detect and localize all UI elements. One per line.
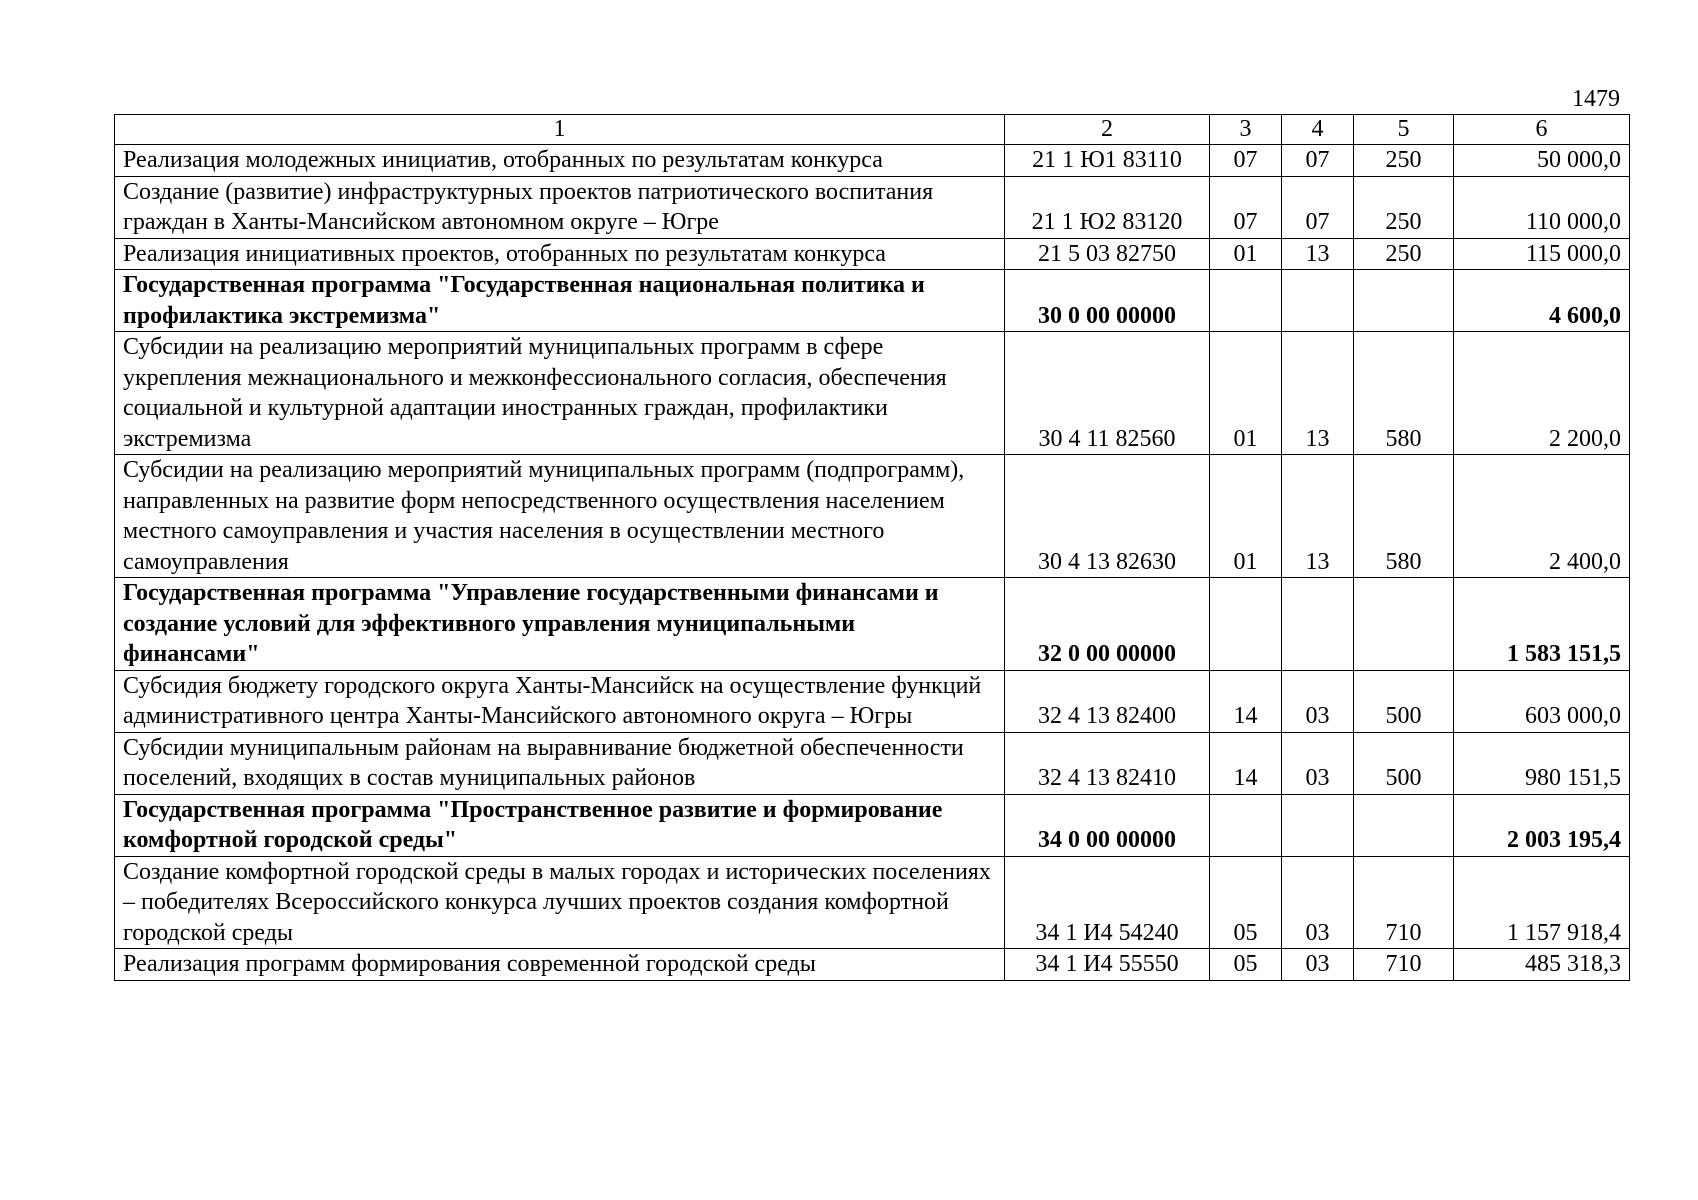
expense-type-cell	[1354, 270, 1454, 332]
column-header: 4	[1282, 115, 1354, 145]
subsection-cell: 07	[1282, 176, 1354, 238]
amount-cell: 4 600,0	[1454, 270, 1630, 332]
table-row	[115, 949, 1630, 981]
expense-type-cell: 710	[1354, 856, 1454, 949]
target-code-cell: 30 4 13 82630	[1005, 455, 1210, 578]
target-code-cell: 34 1 И4 55550	[1005, 949, 1210, 981]
subsection-cell: 13	[1282, 238, 1354, 270]
row-name-cell: Реализация молодежных инициатив, отобранных по результатам конкурса	[115, 145, 1005, 177]
subsection-cell: 03	[1282, 732, 1354, 794]
row-name-cell: Субсидии на реализацию мероприятий муниципальных программ в сфере укрепления межнационального и межконфессионального согласия, обеспечения социальной и культурной адаптации иностранных граждан, профилактики экстремизма	[115, 332, 1005, 455]
program-row	[115, 270, 1630, 332]
row-name-cell: Субсидии на реализацию мероприятий муниципальных программ (подпрограмм), направленных на развитие форм непосредственного осуществления населением местного самоуправления и участия населения в осуществлении местного самоуправления	[115, 455, 1005, 578]
subsection-cell	[1282, 794, 1354, 856]
table-body	[115, 145, 1630, 981]
expense-type-cell: 250	[1354, 238, 1454, 270]
table-row	[115, 332, 1630, 455]
subsection-cell: 13	[1282, 455, 1354, 578]
row-name-cell: Субсидии муниципальным районам на выравнивание бюджетной обеспеченности поселений, входящих в состав муниципальных районов	[115, 732, 1005, 794]
table-row	[115, 670, 1630, 732]
expense-type-cell: 710	[1354, 949, 1454, 981]
section-cell	[1210, 578, 1282, 671]
row-name-cell: Создание (развитие) инфраструктурных проектов патриотического воспитания граждан в Ханты-Мансийском автономном округе – Югре	[115, 176, 1005, 238]
subsection-cell: 13	[1282, 332, 1354, 455]
amount-cell: 2 200,0	[1454, 332, 1630, 455]
table-row	[115, 856, 1630, 949]
expense-type-cell: 580	[1354, 455, 1454, 578]
program-row	[115, 578, 1630, 671]
table-row	[115, 176, 1630, 238]
section-cell	[1210, 270, 1282, 332]
column-header: 3	[1210, 115, 1282, 145]
expense-type-cell	[1354, 578, 1454, 671]
section-cell: 01	[1210, 455, 1282, 578]
expense-type-cell: 250	[1354, 176, 1454, 238]
section-cell	[1210, 794, 1282, 856]
amount-cell: 2 003 195,4	[1454, 794, 1630, 856]
page-number: 1479	[1572, 86, 1620, 112]
row-name-cell: Субсидия бюджету городского округа Ханты-Мансийск на осуществление функций административного центра Ханты-Мансийского автономного округа – Югры	[115, 670, 1005, 732]
table-row	[115, 455, 1630, 578]
amount-cell: 115 000,0	[1454, 238, 1630, 270]
expense-type-cell: 580	[1354, 332, 1454, 455]
target-code-cell: 34 1 И4 54240	[1005, 856, 1210, 949]
table-row	[115, 145, 1630, 177]
column-header: 2	[1005, 115, 1210, 145]
column-header: 1	[115, 115, 1005, 145]
amount-cell: 2 400,0	[1454, 455, 1630, 578]
expense-type-cell	[1354, 794, 1454, 856]
subsection-cell	[1282, 270, 1354, 332]
target-code-cell: 21 1 Ю1 83110	[1005, 145, 1210, 177]
section-cell: 01	[1210, 332, 1282, 455]
amount-cell: 603 000,0	[1454, 670, 1630, 732]
subsection-cell: 03	[1282, 856, 1354, 949]
section-cell: 05	[1210, 949, 1282, 981]
amount-cell: 980 151,5	[1454, 732, 1630, 794]
column-header: 6	[1454, 115, 1630, 145]
amount-cell: 485 318,3	[1454, 949, 1630, 981]
amount-cell: 50 000,0	[1454, 145, 1630, 177]
row-name-cell: Реализация программ формирования современной городской среды	[115, 949, 1005, 981]
subsection-cell: 03	[1282, 949, 1354, 981]
section-cell: 07	[1210, 145, 1282, 177]
expense-type-cell: 500	[1354, 670, 1454, 732]
section-cell: 14	[1210, 670, 1282, 732]
expense-type-cell: 250	[1354, 145, 1454, 177]
subsection-cell: 07	[1282, 145, 1354, 177]
amount-cell: 1 157 918,4	[1454, 856, 1630, 949]
section-cell: 05	[1210, 856, 1282, 949]
target-code-cell: 21 1 Ю2 83120	[1005, 176, 1210, 238]
row-name-cell: Государственная программа "Управление государственными финансами и создание условий для эффективного управления муниципальными финансами"	[115, 578, 1005, 671]
amount-cell: 110 000,0	[1454, 176, 1630, 238]
expense-type-cell: 500	[1354, 732, 1454, 794]
row-name-cell: Создание комфортной городской среды в малых городах и исторических поселениях – победителях Всероссийского конкурса лучших проектов создания комфортной городской среды	[115, 856, 1005, 949]
section-cell: 14	[1210, 732, 1282, 794]
row-name-cell: Реализация инициативных проектов, отобранных по результатам конкурса	[115, 238, 1005, 270]
target-code-cell: 32 4 13 82400	[1005, 670, 1210, 732]
target-code-cell: 30 4 11 82560	[1005, 332, 1210, 455]
section-cell: 01	[1210, 238, 1282, 270]
budget-table	[114, 114, 1630, 981]
amount-cell: 1 583 151,5	[1454, 578, 1630, 671]
row-name-cell: Государственная программа "Пространственное развитие и формирование комфортной городской среды"	[115, 794, 1005, 856]
target-code-cell: 34 0 00 00000	[1005, 794, 1210, 856]
subsection-cell	[1282, 578, 1354, 671]
table-row	[115, 732, 1630, 794]
subsection-cell: 03	[1282, 670, 1354, 732]
column-header: 5	[1354, 115, 1454, 145]
row-name-cell: Государственная программа "Государственная национальная политика и профилактика экстремизма"	[115, 270, 1005, 332]
target-code-cell: 32 0 00 00000	[1005, 578, 1210, 671]
target-code-cell: 21 5 03 82750	[1005, 238, 1210, 270]
table-row	[115, 238, 1630, 270]
program-row	[115, 794, 1630, 856]
column-number-row	[115, 115, 1630, 145]
target-code-cell: 32 4 13 82410	[1005, 732, 1210, 794]
section-cell: 07	[1210, 176, 1282, 238]
target-code-cell: 30 0 00 00000	[1005, 270, 1210, 332]
